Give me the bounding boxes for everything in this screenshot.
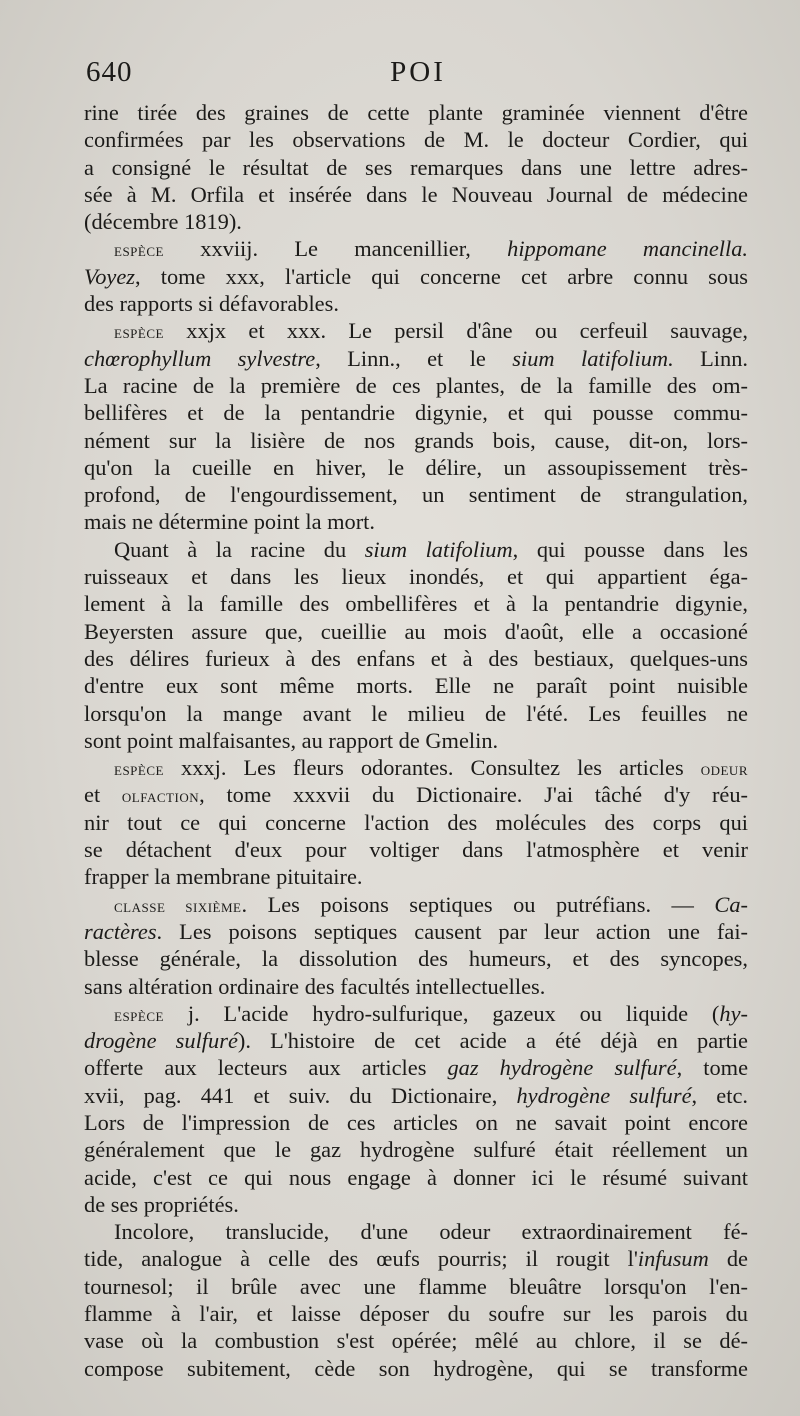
text-line [84, 481, 748, 508]
text-run: de ses propriétés. [84, 1191, 239, 1217]
small-caps-text: classe sixième [114, 895, 242, 916]
text-line [84, 863, 748, 890]
text-line [84, 1164, 748, 1191]
text-run: blesse générale, la dissolution des humeurs, et des syncopes, [84, 946, 748, 972]
text-line [84, 727, 748, 754]
text-run: mais ne détermine point la mort. [84, 509, 376, 535]
italic-text: gaz hydrogène sulfuré [447, 1055, 677, 1081]
small-caps-text: espèce [114, 759, 164, 780]
italic-text: ractères [84, 918, 157, 944]
text-run: , qui pousse dans les [512, 536, 748, 562]
text-run: ruisseaux et dans les lieux inondés, et qui appartient éga- [84, 564, 748, 590]
text-run: a consigné le résultat de ses remarques dans une lettre adres- [84, 154, 748, 180]
text-run: nément sur la lisière de nos grands bois, cause, dit-on, lors- [84, 427, 748, 453]
page-header [86, 56, 750, 96]
text-line [84, 1245, 748, 1272]
text-run: vase où la combustion s'est opérée; mêlé au chlore, il se dé- [84, 1328, 748, 1354]
page-number: 640 [86, 56, 133, 88]
text-run: et [84, 782, 122, 808]
text-line [84, 781, 748, 808]
text-run: . Les poisons septiques ou putréfians. — [241, 891, 715, 917]
text-run: ). L'histoire de cet acide a été déjà en partie [237, 1028, 748, 1054]
text-line [84, 235, 748, 262]
text-run: compose subitement, cède son hydrogène, qui se transforme [84, 1355, 748, 1381]
body-text [84, 99, 748, 1382]
text-line [84, 809, 748, 836]
text-run: des délires furieux à des enfans et à des bestiaux, quelques-uns [84, 645, 748, 671]
text-line [84, 99, 748, 126]
small-caps-text: olfaction [121, 786, 200, 807]
text-run: . Les poisons septiques causent par leur action une fai- [156, 918, 748, 944]
text-line [84, 1300, 748, 1327]
text-line [84, 399, 748, 426]
text-run: de [708, 1246, 748, 1272]
text-run: (décembre 1819). [84, 209, 242, 235]
italic-text: hydrogène sulfuré [516, 1082, 692, 1108]
text-line [84, 1054, 748, 1081]
text-run: sée à M. Orfila et insérée dans le Nouveau Journal de médecine [84, 181, 748, 207]
text-run: , etc. [691, 1082, 748, 1108]
text-run: confirmées par les observations de M. le docteur Cordier, qui [84, 127, 748, 153]
text-line [84, 345, 748, 372]
text-run: tournesol; il brûle avec une flamme bleuâtre lorsqu'on l'en- [84, 1273, 748, 1299]
text-line [84, 317, 748, 344]
text-line [84, 590, 748, 617]
text-line [84, 181, 748, 208]
text-line [84, 290, 748, 317]
text-run: offerte aux lecteurs aux articles [84, 1055, 448, 1081]
text-line [84, 263, 748, 290]
text-line [84, 1273, 748, 1300]
text-run: sont point malfaisantes, au rapport de Gmelin. [84, 727, 499, 753]
text-line [84, 918, 748, 945]
italic-text: infusum [637, 1246, 709, 1272]
text-line [84, 891, 748, 918]
text-line [84, 836, 748, 863]
text-run: qu'on la cueille en hiver, le délire, un assoupissement très- [84, 454, 748, 480]
text-line [84, 1027, 748, 1054]
text-line [84, 536, 748, 563]
text-run: tide, analogue à celle des œufs pourris; il rougit l' [84, 1246, 638, 1272]
text-run: Lors de l'impression de ces articles on ne savait point encore [84, 1109, 748, 1135]
text-run: , tome xxxvii du Dictionaire. J'ai tâché d'y réu- [199, 782, 748, 808]
text-run: profond, de l'engourdissement, un sentiment de strangulation, [84, 482, 748, 508]
text-line [84, 945, 748, 972]
text-line [84, 700, 748, 727]
running-title: POI [390, 56, 446, 88]
text-run: lorsqu'on la mange avant le milieu de l'été. Les feuilles ne [84, 700, 748, 726]
text-line [84, 563, 748, 590]
text-line [84, 208, 748, 235]
text-line [84, 1082, 748, 1109]
text-line [84, 973, 748, 1000]
text-run: frapper la membrane pituitaire. [84, 864, 363, 890]
text-run: Linn. [673, 345, 748, 371]
text-line [84, 1000, 748, 1027]
text-line [84, 1136, 748, 1163]
text-run: d'entre eux sont même morts. Elle ne paraît point nuisible [84, 673, 748, 699]
text-line [84, 1191, 748, 1218]
italic-text: hy- [719, 1000, 748, 1026]
text-run: rine tirée des graines de cette plante graminée viennent d'être [84, 100, 748, 125]
text-run: , tome xxx, l'article qui concerne cet arbre connu sous [134, 263, 748, 289]
text-line [84, 618, 748, 645]
text-line [84, 1218, 748, 1245]
text-run: lement à la famille des ombellifères et à la pentandrie digynie, [84, 591, 748, 617]
text-run: Incolore, translucide, d'une odeur extraordinairement fé- [114, 1219, 748, 1245]
text-run: des rapports si défavorables. [84, 291, 339, 317]
italic-text: Ca- [714, 891, 748, 917]
text-line [84, 672, 748, 699]
text-run: bellifères et de la pentandrie digynie, et qui pousse commu- [84, 400, 748, 426]
text-run: sans altération ordinaire des facultés intellectuelles. [84, 973, 546, 999]
small-caps-text: espèce [114, 322, 164, 343]
text-run: xxjx et xxx. Le persil d'âne ou cerfeuil sauvage, [163, 318, 748, 344]
text-run: La racine de la première de ces plantes, de la famille des om- [84, 372, 748, 398]
text-run: , tome [676, 1055, 748, 1081]
text-run: j. L'acide hydro-sulfurique, gazeux ou liquide ( [163, 1000, 720, 1026]
text-line [84, 754, 748, 781]
italic-text: sium latifolium [364, 536, 513, 562]
text-line [84, 1355, 748, 1382]
text-line [84, 508, 748, 535]
italic-text: chœrophyllum sylvestre [84, 345, 316, 371]
text-run: acide, c'est ce qui nous engage à donner ici le résumé suivant [84, 1164, 748, 1190]
text-line [84, 1109, 748, 1136]
text-run: se détachent d'eux pour voltiger dans l'atmosphère et venir [84, 837, 748, 863]
text-line [84, 1327, 748, 1354]
text-line [84, 372, 748, 399]
text-line [84, 126, 748, 153]
text-run: xvii, pag. 441 et suiv. du Dictionaire, [84, 1082, 517, 1108]
italic-text: drogène sulfuré [84, 1028, 238, 1054]
italic-text: sium latifolium. [512, 345, 674, 371]
text-run: xxviij. Le mancenillier, [163, 236, 508, 262]
text-run: Quant à la racine du [114, 536, 365, 562]
text-line [84, 645, 748, 672]
text-run: Beyersten assure que, cueillie au mois d'août, elle a occasioné [84, 618, 748, 644]
italic-text: Voyez [84, 263, 135, 289]
text-run: nir tout ce qui concerne l'action des molécules des corps qui [84, 809, 748, 835]
small-caps-text: espèce [114, 240, 164, 261]
text-run: , Linn., et le [315, 345, 513, 371]
text-line [84, 154, 748, 181]
italic-text: hippomane mancinella. [507, 236, 748, 262]
small-caps-text: odeur [700, 759, 748, 780]
small-caps-text: espèce [114, 1004, 164, 1025]
text-line [84, 454, 748, 481]
text-run: xxxj. Les fleurs odorantes. Consultez les articles [163, 755, 701, 781]
text-run: généralement que le gaz hydrogène sulfuré était réellement un [84, 1137, 748, 1163]
text-run: flamme à l'air, et laisse déposer du soufre sur les parois du [84, 1301, 748, 1327]
text-line [84, 427, 748, 454]
